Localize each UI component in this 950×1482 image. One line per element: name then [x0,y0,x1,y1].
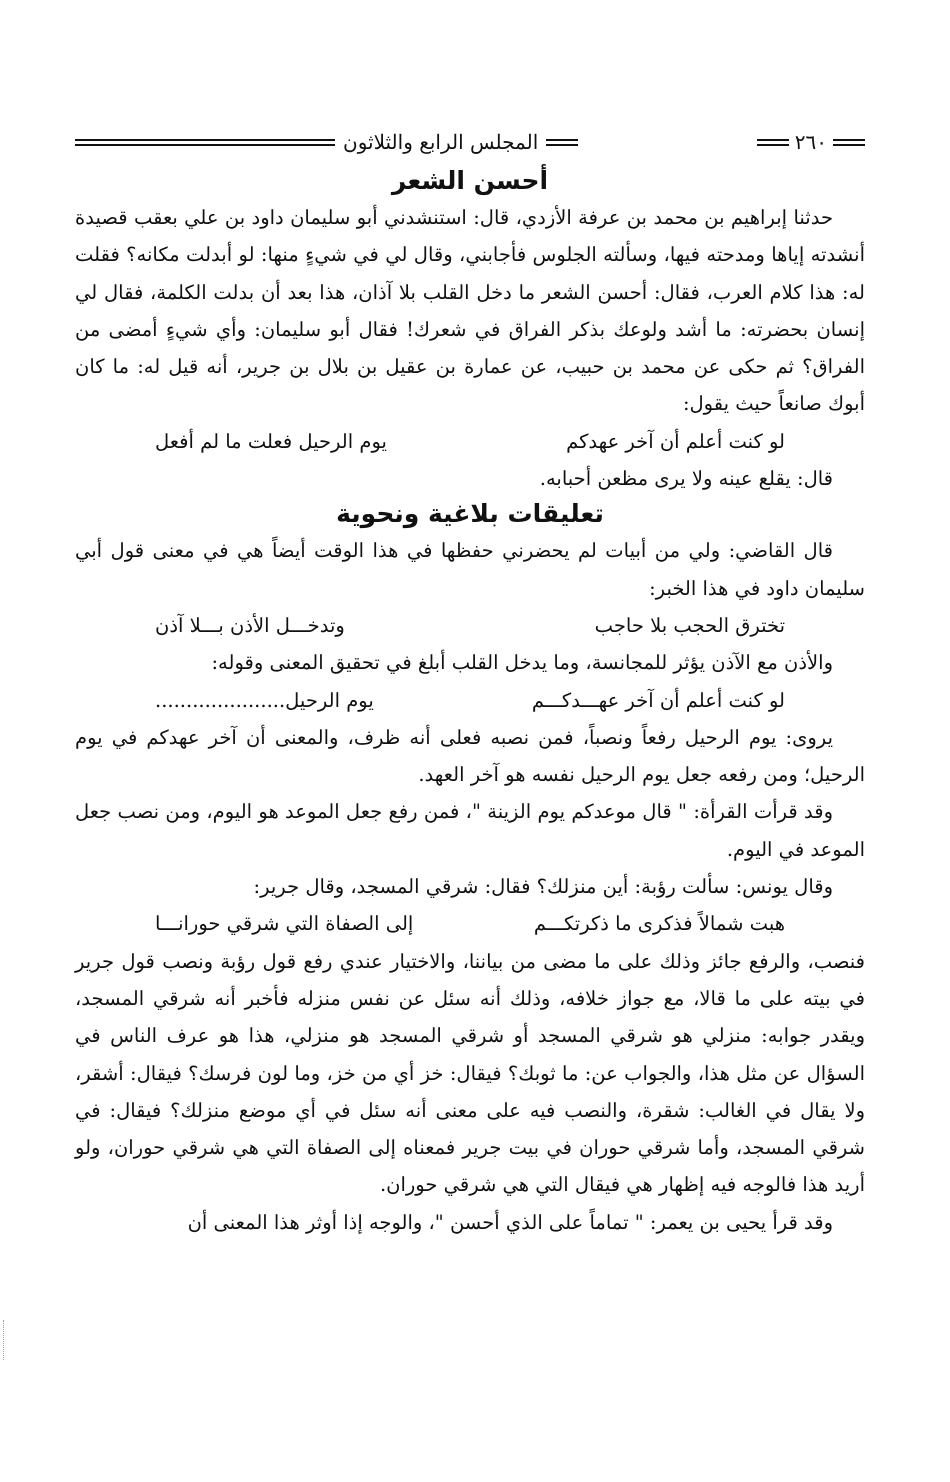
book-page [75,120,865,1241]
verse-hemistich-first: لو كنت أعلم أن آخر عهدكم [566,429,785,453]
chapter-title-block [75,130,578,154]
scan-margin-mark [3,1320,5,1360]
verse-hemistich-second: وتدخـــل الأذن بـــلا آذن [155,613,345,637]
verse-hemistich-second: يوم الرحيل فعلت ما لم أفعل [155,429,387,453]
paragraph: قال القاضي: ولي من أبيات لم يحضرني حفظها في هذا الوقت أيضاً هي في معنى قول أبي سليمان داود في هذا الخبر: [75,539,865,600]
poem-verse [75,682,865,719]
paragraph: وقد قرأ يحيى بن يعمر: " تماماً على الذي أحسن "، والوجه إذا أوثر هذا المعنى أن [187,1210,833,1234]
verse-hemistich-second: يوم الرحيل..................... [155,688,374,712]
page-number: ٢٦٠ [794,130,827,154]
paragraph: قال: يقلع عينه ولا يرى مظعن أحبابه. [539,467,833,491]
header-rule [546,139,578,146]
header-rule [75,139,335,146]
section-heading: تعليقات بلاغية ونحوية [336,499,604,529]
paragraph: فنصب، والرفع جائز وذلك على ما مضى من بياننا، والاختيار عندي رفع قول رؤبة ونصب قول جرير في بيته على ما قالا، مع جواز خلافه، وذلك أنه سئل عن نفس منزله فأخبر أنه شرقي المسجد، ويقدر جوابه: منزلي هو شرقي المسجد أو شرقي المسجد هو منزلي، هذا هو عرف الناس في السؤال عن مثل هذا، والجواب عن: ما ثوبك؟ فيقال: خز أي من خز، وما لون فرسك؟ فيقال: أشقر، ولا يقال في الغالب: شقرة، والنصب فيه على معنى أنه سئل في أي موضع منزلك؟ فيقال: في شرقي المسجد، وأما شرقي حوران في بيت جرير فمعناه إلى الصفاة التي هي شرقي حوران، ولو أريد هذا فالوجه فيه إظهار هي فيقال التي هي شرقي حوران. [75,949,865,1197]
chapter-title: المجلس الرابع والثلاثون [343,130,539,154]
page-number-block [757,130,865,154]
running-header [75,120,865,164]
poem-verse [75,905,865,942]
paragraph: يروى: يوم الرحيل رفعاً ونصباً، فمن نصبه فعلى أنه ظرف، والمعنى أن آخر عهدكم في يوم الرحيل؛ ومن رفعه جعل يوم الرحيل نفسه هو آخر العهد. [75,725,865,787]
paragraph: وقد قرأت القرأة: " قال موعدكم يوم الزينة "، فمن رفع جعل الموعد هو اليوم، ومن نصب جعل الموعد في اليوم. [75,800,865,861]
verse-hemistich-first: لو كنت أعلم أن آخر عهـــدكـــم [531,688,785,712]
paragraph: وقال يونس: سألت رؤبة: أين منزلك؟ فقال: شرقي المسجد، وقال جرير: [253,875,833,899]
poem-verse [75,607,865,644]
poem-verse [75,423,865,460]
verse-hemistich-first: تخترق الحجب بلا حاجب [594,613,785,637]
verse-hemistich-second: إلى الصفاة التي شرقي حورانـــا [155,912,414,936]
paragraph: والأذن مع الآذن يؤثر للمجانسة، وما يدخل القلب أبلغ في تحقيق المعنى وقوله: [211,651,833,675]
header-rule [833,139,865,146]
section-heading: أحسن الشعر [391,166,549,195]
header-rule [757,139,789,146]
verse-hemistich-first: هبت شمالاً فذكرى ما ذكرتكـــم [533,912,785,936]
paragraph: حدثنا إبراهيم بن محمد بن عرفة الأزدي، قال: استنشدني أبو سليمان داود بن علي بعقب قصيدة أنشدته إياها ومدحته فيها، وسألته الجلوس فأجابني، وقال لي في شيءٍ منها: لو أبدلت مكانه؟ فقلت له: هذا كلام العرب، فقال: أحسن الشعر ما دخل القلب بلا آذان، هذا بعد أن بدلت الكلمة، فقال لي إنسان بحضرته: ما أشد ولوعك بذكر الفراق في شعرك! فقال أبو سليمان: وأي شيءٍ أمضى من الفراق؟ ثم حكى عن محمد بن حبيب، عن عمارة بن عقيل بن بلال بن جرير، أنه قيل له: ما كان أبوك صانعاً حيث يقول: [75,206,865,416]
